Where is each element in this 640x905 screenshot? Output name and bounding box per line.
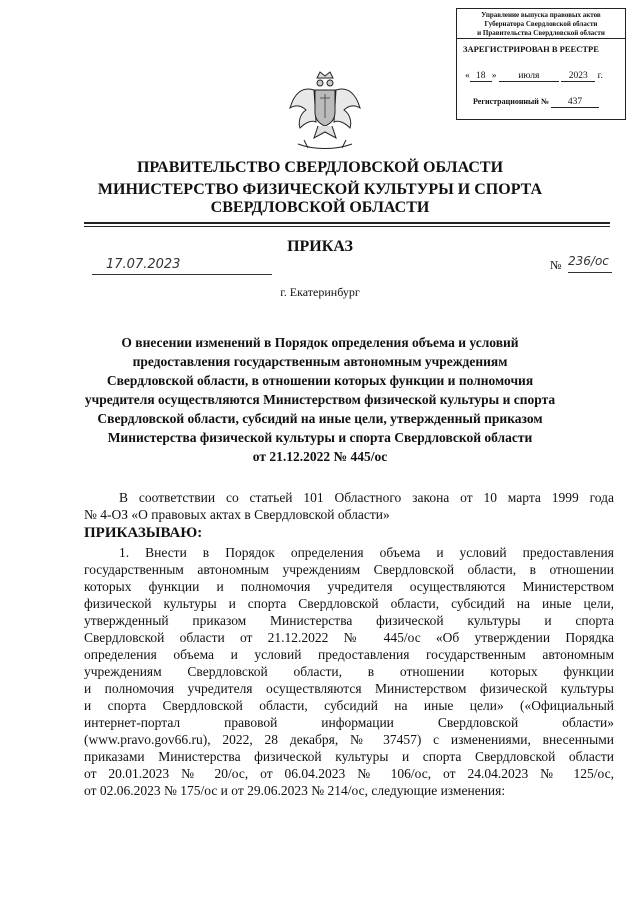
item1-line: утвержденный приказом Министерства физической культуры и спорта: [84, 613, 614, 628]
stamp-date-suffix: г.: [597, 71, 603, 81]
document-kind: ПРИКАЗ: [287, 238, 353, 255]
government-title: ПРАВИТЕЛЬСТВО СВЕРДЛОВСКОЙ ОБЛАСТИ: [136, 159, 504, 176]
stamp-date-year: 2023: [561, 71, 595, 82]
title-line: О внесении изменений в Порядок определения объема и условий: [121, 335, 519, 350]
preamble-line: В соответствии со статьей 101 Областного закона от 10 марта 1999 года: [119, 490, 614, 505]
item1-line: интернет-портал правовой информации Свердловской области»: [84, 715, 614, 730]
order-number-sign: №: [550, 258, 562, 272]
stamp-reg-value: 437: [551, 97, 599, 108]
title-line: Свердловской области, субсидий на иные цели, утвержденный приказом: [97, 411, 543, 426]
stamp-head-line: Губернатора Свердловской области: [484, 20, 598, 28]
order-date-handwritten: 17.07.2023: [92, 257, 272, 275]
stamp-date: [465, 71, 603, 82]
title-line: предоставления государственным автономным учреждениям: [132, 354, 508, 369]
title-line: Министерства физической культуры и спорта Свердловской области: [107, 430, 533, 445]
stamp-date-month: июля: [499, 71, 559, 82]
item1-line: от 02.06.2023 № 175/ос и от 29.06.2023 № 214/ос, следующие изменения:: [84, 783, 506, 798]
item1-line: и полномочия учредителя осуществляются Министерством физической культуры: [84, 681, 614, 696]
item1-line: учреждениям Свердловской области, в отношении которых функции: [84, 664, 614, 679]
item1-line: государственным автономным учреждениям Свердловской области, в отношении: [84, 562, 614, 577]
stamp-date-day: 18: [470, 71, 492, 82]
stamp-reg-number: [473, 97, 599, 108]
header-divider-thick: [84, 222, 610, 224]
item1-line: физической культуры и спорта Свердловской области, субсидий на иные цели,: [84, 596, 614, 611]
city: г. Екатеринбург: [280, 285, 360, 299]
item1-line: (www.pravo.gov66.ru), 2022, 28 декабря, № 37457) с изменениями, внесенными: [84, 732, 614, 747]
item1-line: приказами Министерства физической культуры и спорта Свердловской области: [84, 749, 614, 764]
stamp-date-open: «: [465, 71, 470, 81]
coat-of-arms-icon: [284, 68, 366, 154]
decree-word: ПРИКАЗЫВАЮ:: [84, 525, 203, 541]
item1-line: которых функции и полномочия учредителя осуществляются Министерством: [84, 579, 614, 594]
stamp-head-line: Управление выпуска правовых актов: [481, 11, 601, 19]
stamp-registered-label: ЗАРЕГИСТРИРОВАН В РЕЕСТРЕ: [463, 44, 599, 54]
item1-line: и спорта Свердловской области, субсидий на иные цели» («Официальный: [84, 698, 614, 713]
registration-stamp: [456, 8, 626, 120]
stamp-header: [457, 9, 625, 39]
stamp-date-close: »: [491, 71, 497, 81]
item1-line: определения объема и условий предоставления государственным автономным: [84, 647, 614, 662]
header-divider-thin: [84, 226, 610, 227]
item1-line: от 20.01.2023 № 20/ос, от 06.04.2023 № 106/ос, от 24.04.2023 № 125/ос,: [84, 766, 614, 781]
order-number-handwritten: 236/ос: [568, 254, 612, 273]
stamp-head-line: и Правительства Свердловской области: [477, 29, 605, 37]
ministry-title: МИНИСТЕРСТВО ФИЗИЧЕСКОЙ КУЛЬТУРЫ И СПОРТА: [97, 181, 543, 198]
item1-line: Свердловской области от 21.12.2022 № 445/ос «Об утверждении Порядка: [84, 630, 614, 645]
title-line: от 21.12.2022 № 445/ос: [252, 449, 388, 464]
preamble-line: № 4-ОЗ «О правовых актах в Свердловской области»: [84, 507, 390, 522]
title-line: Свердловской области, в отношении которых функции и полномочия: [106, 373, 534, 388]
stamp-reg-no-sign: №: [540, 97, 549, 106]
ministry-region: СВЕРДЛОВСКОЙ ОБЛАСТИ: [210, 199, 430, 216]
title-line: учредителя осуществляются Министерством физической культуры и спорта: [84, 392, 556, 407]
stamp-reg-label: Регистрационный: [473, 97, 539, 106]
item1-line: 1. Внести в Порядок определения объема и условий предоставления: [119, 545, 614, 560]
